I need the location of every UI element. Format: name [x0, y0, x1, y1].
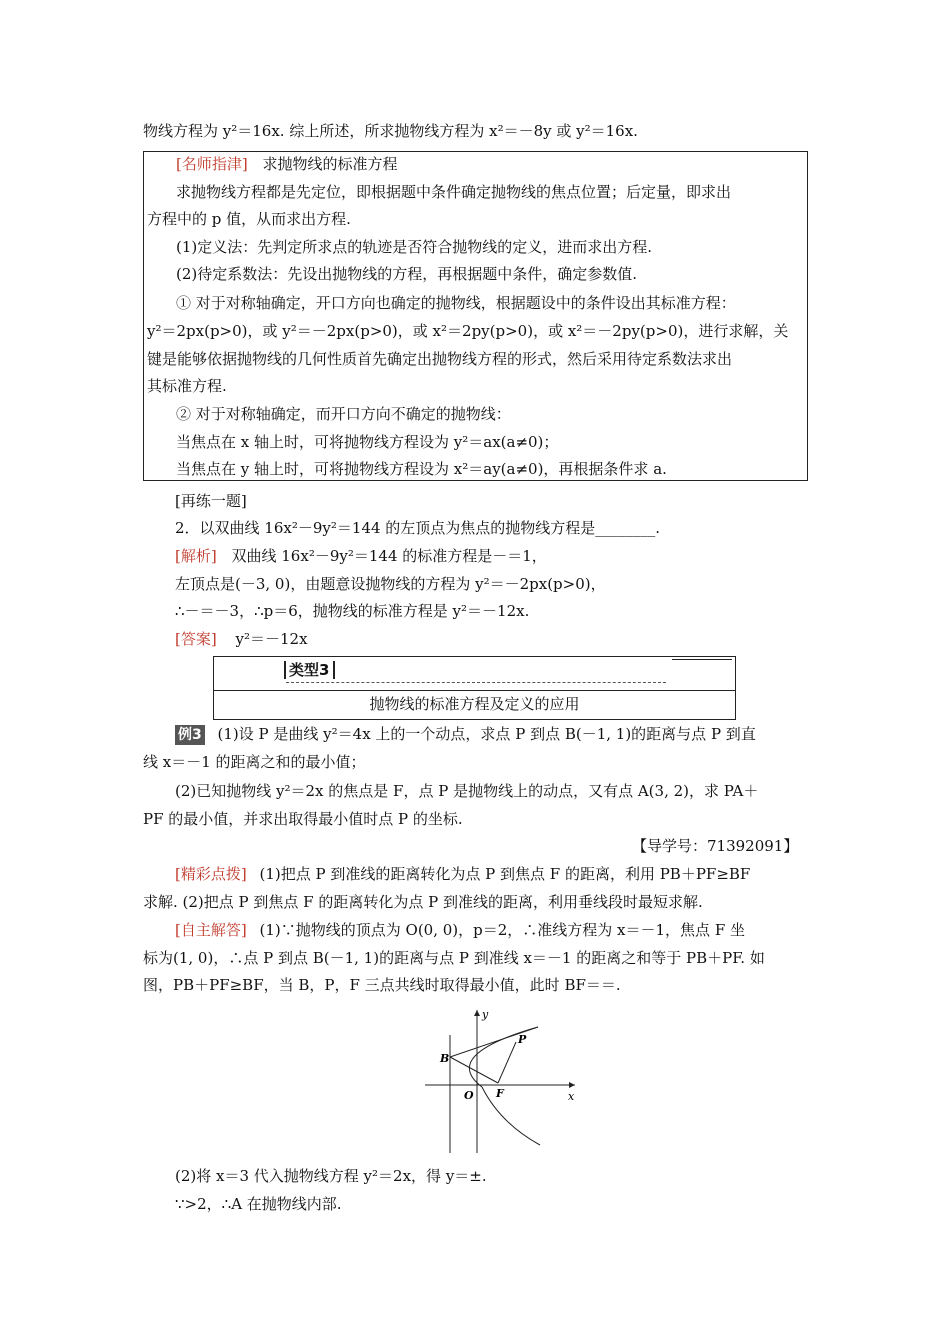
label-f: F — [496, 1087, 504, 1100]
tip-heading: 求抛物线的标准方程 — [262, 155, 398, 173]
tip-line: y²＝2px(p>0)，或 y²＝－2px(p>0)，或 x²＝2py(p>0)，或 x²＝－2py(p>0)，进行求解，关 — [147, 322, 789, 340]
intro-line: 物线方程为 y²＝16x. 综上所述，所求抛物线方程为 x²＝－8y 或 y²＝16x. — [143, 122, 638, 140]
tip-label: [名师指津] — [176, 155, 248, 173]
solve-line: 图，PB＋PF≥BF，当 B，P，F 三点共线时取得最小值，此时 BF＝＝. — [143, 976, 621, 994]
tip-line: 方程中的 p 值，从而求出方程. — [147, 210, 351, 228]
tip-line: ② 对于对称轴确定，而开口方向不确定的抛物线： — [176, 405, 511, 423]
tip-line: (2)待定系数法：先设出抛物线的方程，再根据题中条件，确定参数值. — [176, 265, 638, 283]
analysis-label: [解析] — [175, 547, 217, 565]
label-y: y — [482, 1008, 489, 1021]
solve-label: [自主解答] — [175, 921, 247, 939]
hint-line: (1)把点 P 到准线的距离转化为点 P 到焦点 F 的距离，利用 PB＋PF≥BF — [259, 865, 751, 883]
tip-line: 其标准方程. — [147, 377, 227, 395]
example-badge: 例3 — [175, 725, 205, 745]
tip-line: 当焦点在 x 轴上时，可将抛物线方程设为 y²＝ax(a≠0)； — [176, 433, 559, 451]
solve-line: (2)将 x＝3 代入抛物线方程 y²＝2x，得 y＝±. — [175, 1167, 487, 1185]
label-b: B — [440, 1052, 450, 1065]
solve-line: (1)∵抛物线的顶点为 O(0, 0)，p＝2，∴准线方程为 x＝－1，焦点 F 坐 — [259, 921, 746, 939]
tip-line: 求抛物线方程都是先定位，即根据题中条件确定抛物线的焦点位置；后定量，即求出 — [176, 183, 732, 201]
analysis-line: ∴－＝－3，∴p＝6，抛物线的标准方程是 y²＝－12x. — [175, 602, 530, 620]
analysis-line: 双曲线 16x²－9y²＝144 的标准方程是－＝1， — [231, 547, 547, 565]
type-tag: 类型3 — [284, 661, 335, 679]
answer-value: y²＝－12x — [235, 630, 308, 648]
type-box — [213, 656, 736, 720]
example-line: (2)已知抛物线 y²＝2x 的焦点是 F，点 P 是抛物线上的动点，又有点 A(3, 2)，求 PA＋ — [175, 782, 759, 800]
tip-line: (1)定义法：先判定所求点的轨迹是否符合抛物线的定义，进而求出方程. — [176, 238, 653, 256]
label-p: P — [518, 1033, 527, 1046]
analysis-line: 左顶点是(－3, 0)，由题意设抛物线的方程为 y²＝－2px(p>0)， — [175, 575, 606, 593]
tip-box — [143, 151, 808, 481]
guide-number: 【导学号：71392091】 — [632, 837, 799, 855]
tip-line: ① 对于对称轴确定，开口方向也确定的抛物线，根据题设中的条件设出其标准方程： — [176, 294, 736, 312]
label-x: x — [568, 1090, 575, 1103]
solve-line: 标为(1, 0)，∴点 P 到点 B(－1, 1)的距离与点 P 到准线 x＝－1 的距离之和等于 PB＋PF. 如 — [143, 949, 765, 967]
practice-label: [再练一题] — [175, 492, 247, 510]
hint-label: [精彩点拨] — [175, 865, 247, 883]
tip-line: 当焦点在 y 轴上时，可将抛物线方程设为 x²＝ay(a≠0)，再根据条件求 a. — [176, 460, 667, 478]
answer-label: [答案] — [175, 630, 217, 648]
tip-line: 键是能够依据抛物线的几何性质首先确定出抛物线方程的形式，然后采用待定系数法求出 — [147, 350, 733, 368]
example-line: 线 x＝－1 的距离之和的最小值； — [143, 753, 366, 771]
example-line: (1)设 P 是曲线 y²＝4x 上的一个动点，求点 P 到点 B(－1, 1)的距离与点 P 到直 — [217, 725, 756, 743]
y-axis-arrow — [474, 1010, 480, 1016]
parabola-curve — [469, 1027, 540, 1145]
top-rule — [672, 659, 732, 660]
solve-line: ∵>2，∴A 在抛物线内部. — [175, 1195, 342, 1213]
practice-question: 2．以双曲线 16x²－9y²＝144 的左顶点为焦点的抛物线方程是________. — [175, 519, 661, 537]
parabola-figure — [420, 1005, 580, 1155]
hint-line: 求解. (2)把点 P 到焦点 F 的距离转化为点 P 到准线的距离，利用垂线段时最短求解. — [143, 893, 703, 911]
label-o: O — [464, 1089, 474, 1102]
x-axis-arrow — [569, 1082, 575, 1088]
example-line: PF 的最小值，并求出取得最小值时点 P 的坐标. — [143, 810, 463, 828]
type-title: 抛物线的标准方程及定义的应用 — [369, 695, 580, 713]
line-pf — [498, 1042, 516, 1083]
dashed-divider — [286, 682, 666, 683]
